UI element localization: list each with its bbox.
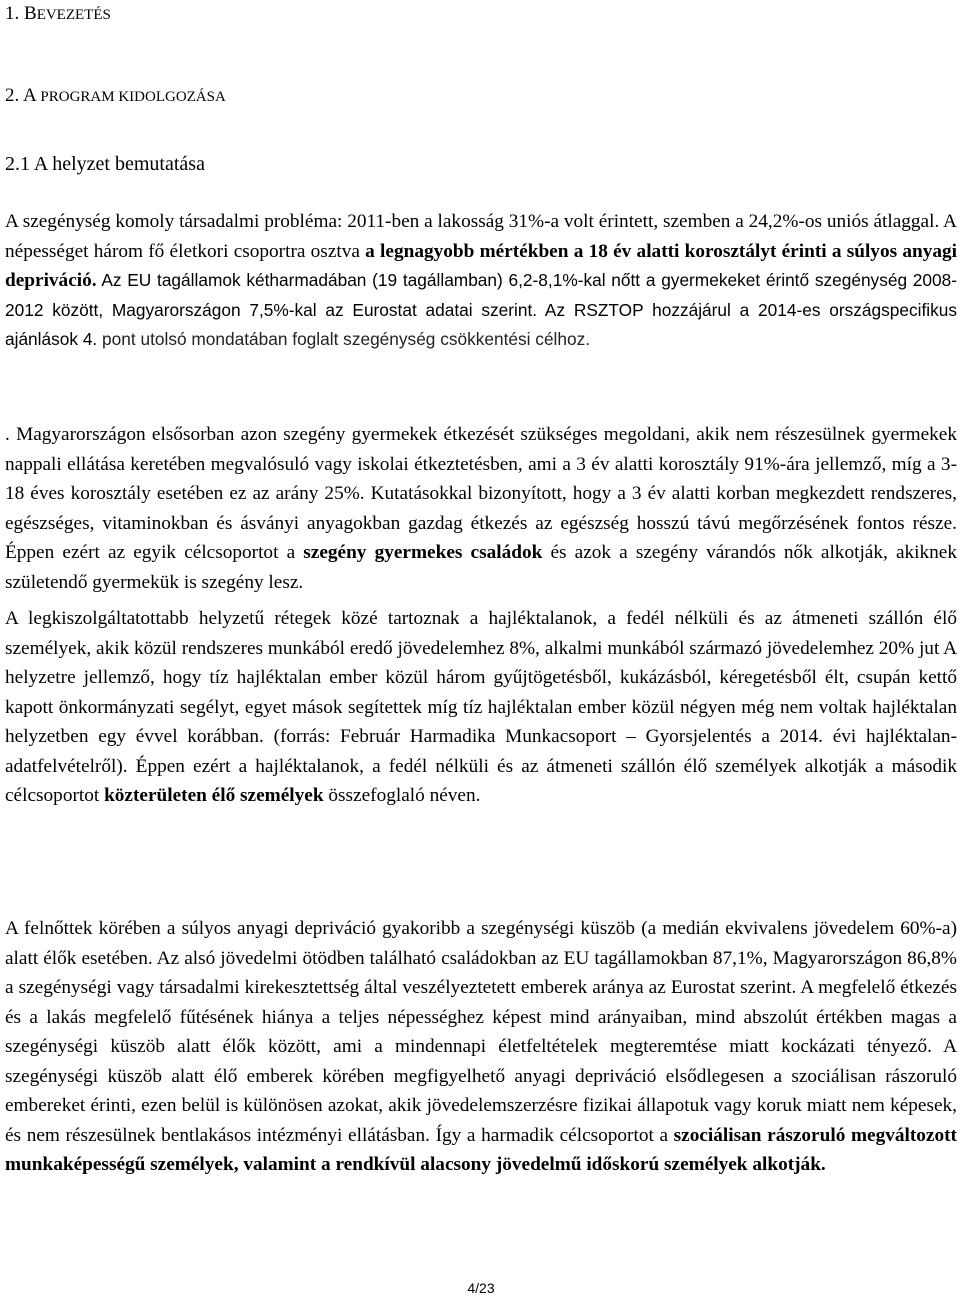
heading-2: 2. A PROGRAM KIDOLGOZÁSA [5,85,226,106]
paragraph-4: A felnőttek körében a súlyos anyagi depriváció gyakoribb a szegénységi küszöb (a medián ekvivalens jövedelem 60%-a) alatt élők esetében. Az alsó jövedelmi ötödben található családokban az EU tagállamokban 87,1%, Magyarországon 86,8% a szegénységi vagy társadalmi kirekesztettség által veszélyeztetett emberek aránya az Eurostat szerint. A megfelelő étkezés és a lakás megfelelő fűtésének hiánya a teljes népességhez képest mind arányaiban, mind abszolút értékben magas a szegénységi küszöb alatt élők között, ami a mindennapi életfeltételek megteremtése miatt kockázati tényező. A szegénységi küszöb alatt élő emberek körében megfigyelhető anyagi depriváció elsődlegesen a szociálisan rászoruló embereket érinti, ezen belül is különösen azokat, akik jövedelemszerzésre fizikai állapotuk vagy koruk miatt nem képesek, és nem részesülnek bentlakásos intézményi ellátásban. Így a harmadik célcsoportot a szociálisan rászoruló megváltozott munkaképességű személyek, valamint a rendkívül alacsony jövedelmű időskorú személyek alkotják. [5,918,957,1175]
paragraph-1: A szegénység komoly társadalmi probléma: 2011-ben a lakosság 31%-a volt érintett, szemben a 24,2%-os uniós átlaggal. A népességet három fő életkori csoportra osztva a legnagyobb mértékben a 18 év alatti korosztályt érinti a súlyos anyagi depriváció. Az EU tagállamok kétharmadában (19 tagállamban) 6,2-8,1%-kal nőtt a gyermekeket érintő szegénység 2008-2012 között, Magyarországon 7,5%-kal az Eurostat adatai szerint. Az RSZTOP hozzájárul a 2014-es országspecifikus ajánlások 4. pont utolsó mondatában foglalt szegénység csökkentési célhoz. [5,211,957,349]
heading-2-1: 2.1 A helyzet bemutatása [5,153,205,175]
heading-1: 1. BEVEZETÉS [5,3,111,24]
paragraph-3: A legkiszolgáltatottabb helyzetű rétegek közé tartoznak a hajléktalanok, a fedél nélküli és az átmeneti szállón élő személyek, akik közül rendszeres munkából eredő jövedelemhez 8%, alkalmi munkából származó jövedelemhez 20% jut A helyzetre jellemző, hogy tíz hajléktalan ember közül három gyűjtögetésből, kukázásból, kéregetésből élt, csupán kettő kapott önkormányzati segélyt, egyet mások segítettek míg tíz hajléktalan ember közül négyen még nem voltak hajléktalan helyzetben egy évvel korábban. (forrás: Február Harmadika Munkacsoport – Gyorsjelentés a 2014. évi hajléktalan-adatfelvételről). Éppen ezért a hajléktalanok, a fedél nélküli és az átmeneti szállón élő személyek alkotják a második célcsoportot közterületen élő személyek összefoglaló néven. [5,608,957,806]
page-number: 4/23 [467,1280,495,1296]
paragraph-2: . Magyarországon elsősorban azon szegény gyermekek étkezését szükséges megoldani, akik nem részesülnek gyermekek nappali ellátása keretében megvalósuló vagy iskolai étkeztetésben, ami a 3 év alatti korosztály 91%-ára jellemző, míg a 3-18 éves korosztály esetében ez az arány 25%. Kutatásokkal bizonyított, hogy a 3 év alatti korban megkezdett rendszeres, egészséges, vitaminokban és ásványi anyagokban gazdag étkezés az egészség hosszú távú megőrzésének fontos része. Éppen ezért az egyik célcsoportot a szegény gyermekes családok és azok a szegény várandós nők alkotják, akiknek születendő gyermekük is szegény lesz. [5,424,957,593]
